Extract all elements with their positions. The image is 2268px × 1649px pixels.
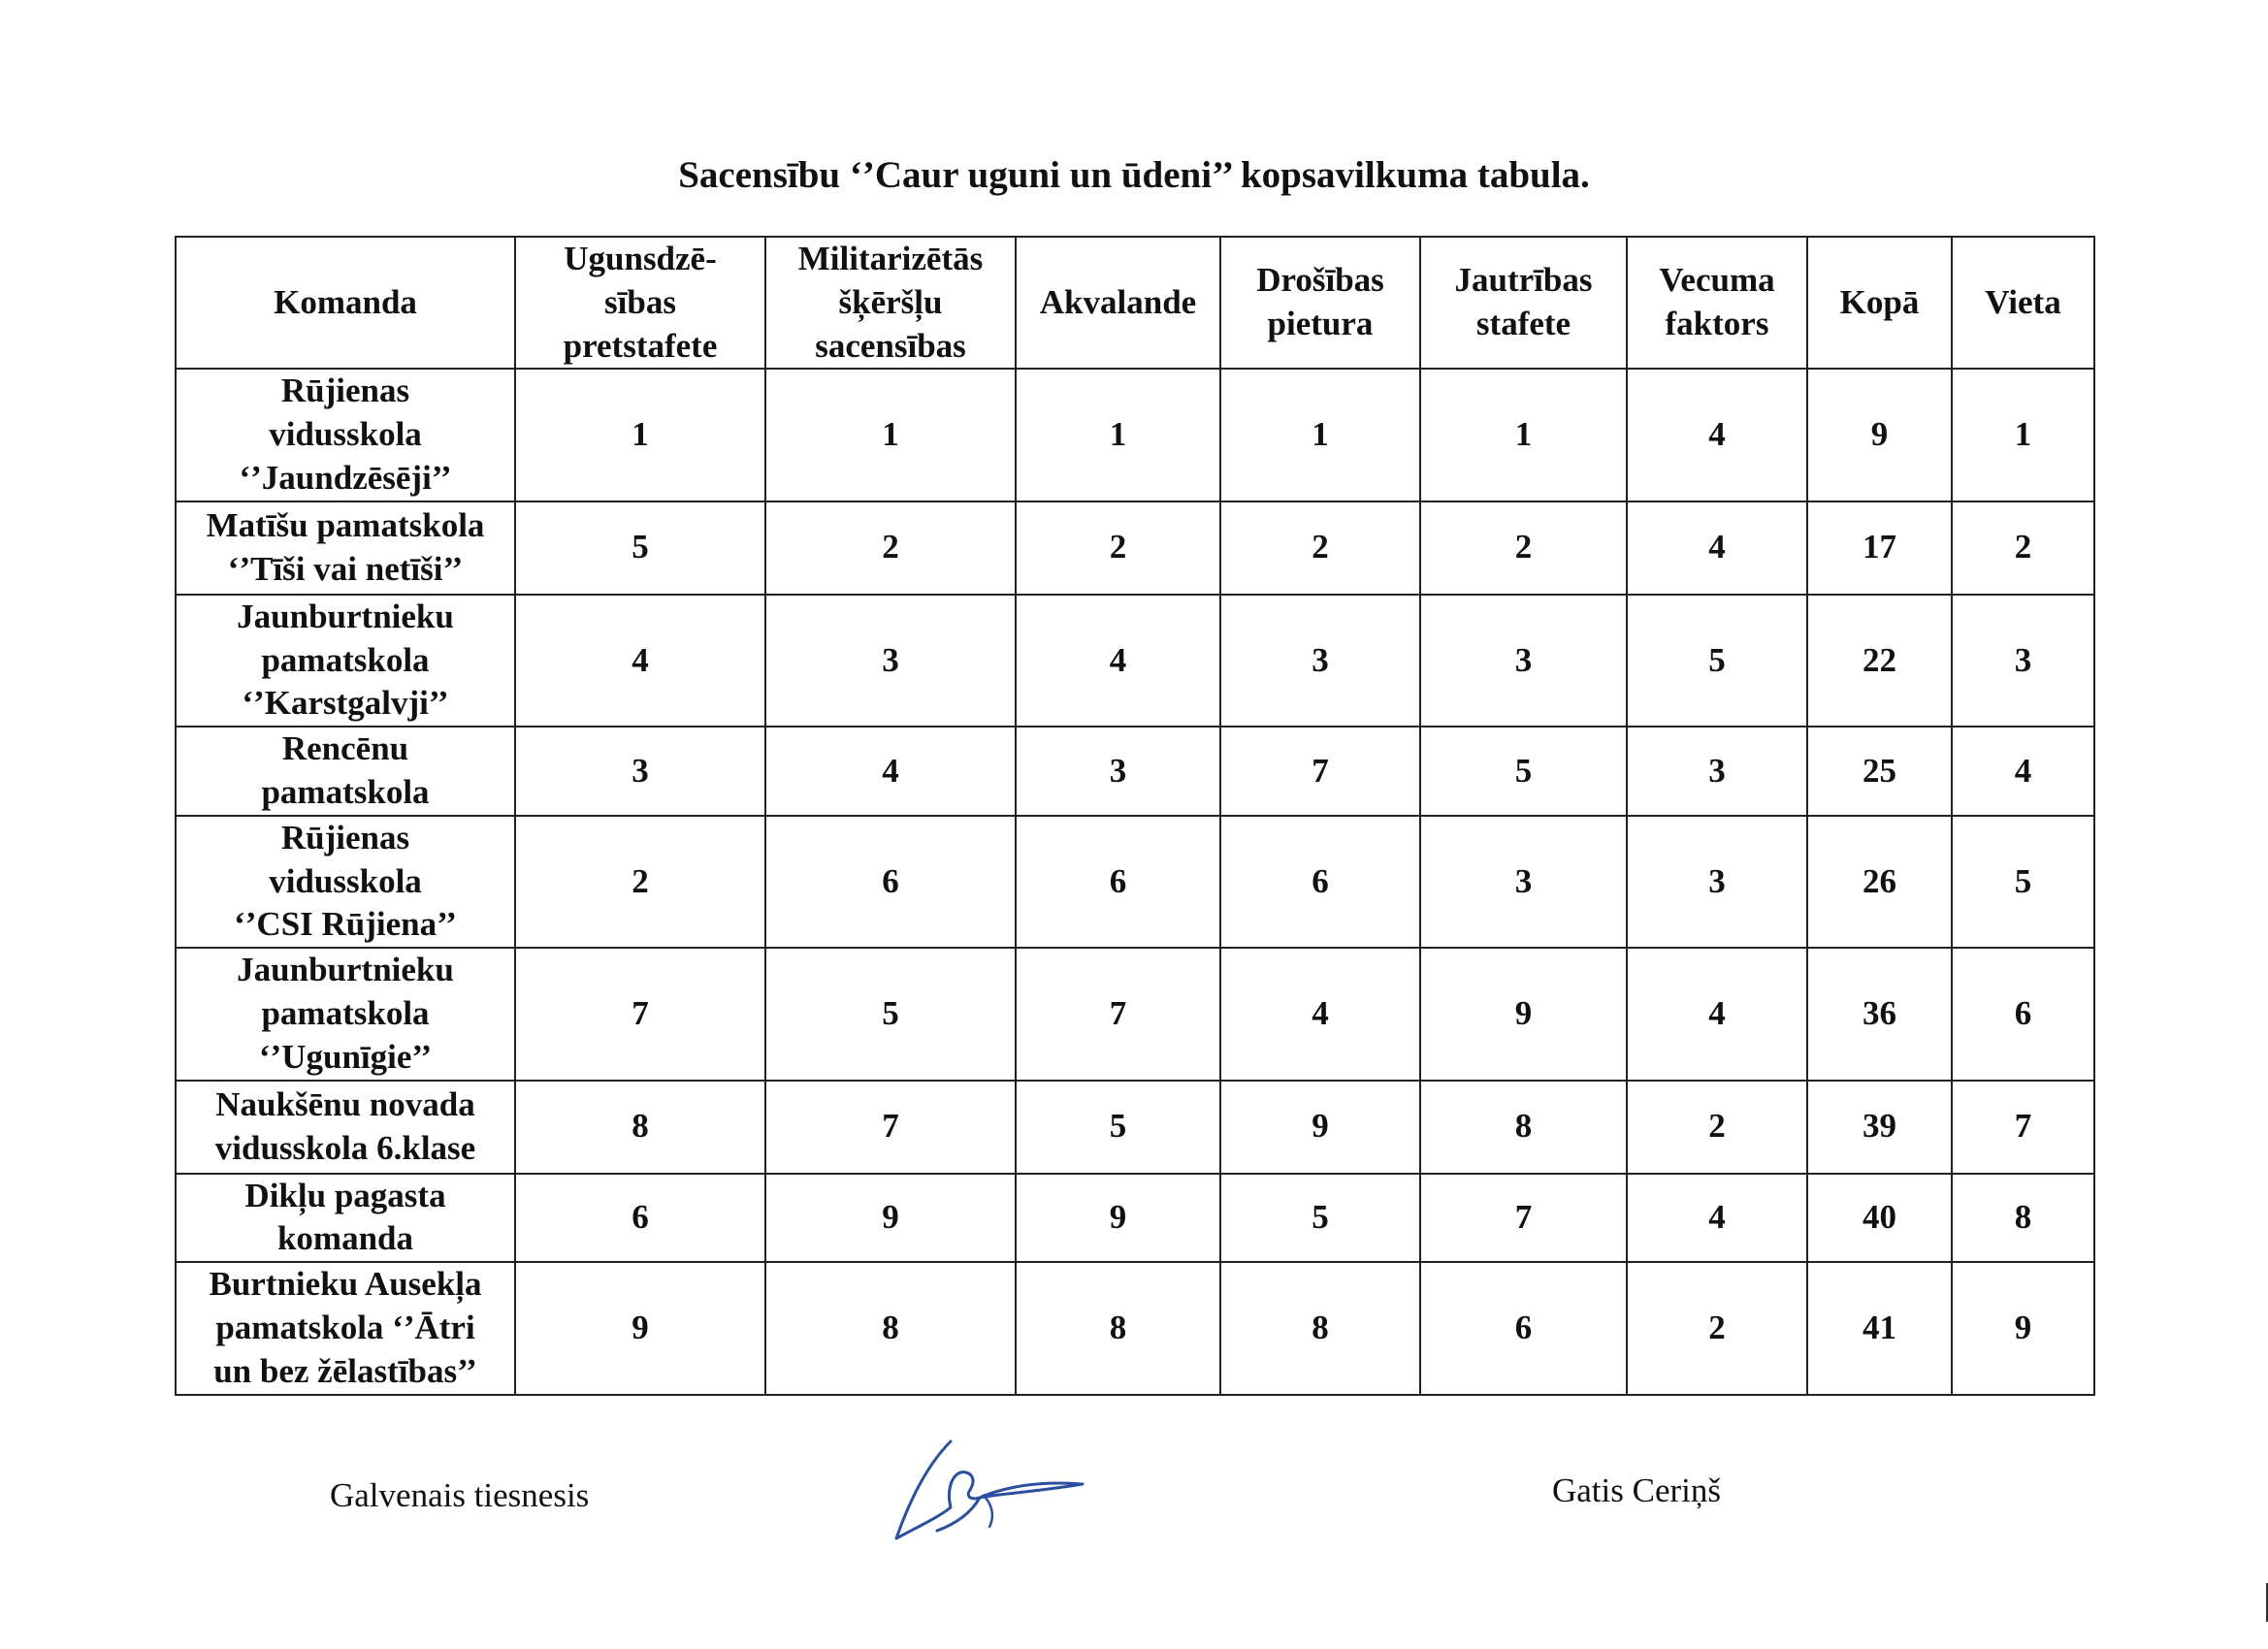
score-cell: 4 (1220, 948, 1420, 1080)
column-header-label: Jautrības stafete (1454, 261, 1593, 343)
score-cell: 8 (1420, 1081, 1627, 1174)
summary-table (175, 236, 2095, 1396)
chief-judge-label: Galvenais tiesnesis (330, 1476, 590, 1514)
team-name-cell: Burtnieku Ausekļa pamatskola ‘’Ātri un bez žēlastības’’ (176, 1262, 515, 1394)
score-cell: 6 (1220, 816, 1420, 948)
place-cell: 8 (1952, 1174, 2094, 1263)
column-header-age-factor (1627, 237, 1807, 369)
place-cell: 5 (1952, 816, 2094, 948)
score-cell: 6 (765, 816, 1016, 948)
column-header-label: Komanda (274, 282, 417, 321)
score-cell: 1 (1220, 369, 1420, 501)
score-cell: 2 (1627, 1262, 1807, 1394)
score-cell: 3 (1627, 816, 1807, 948)
header-row (176, 237, 2094, 369)
score-cell: 4 (765, 727, 1016, 816)
column-header-obstacle-course (765, 237, 1016, 369)
score-cell: 5 (765, 948, 1016, 1080)
table-row (176, 1174, 2094, 1263)
table-row (176, 595, 2094, 727)
score-cell: 9 (1220, 1081, 1420, 1174)
column-header-total (1807, 237, 1952, 369)
score-cell: 1 (515, 369, 765, 501)
table-row (176, 1262, 2094, 1394)
column-header-safety-stop (1220, 237, 1420, 369)
score-cell: 8 (765, 1262, 1016, 1394)
table-row (176, 948, 2094, 1080)
column-header-fire-relay (515, 237, 765, 369)
column-header-place (1952, 237, 2094, 369)
score-cell: 7 (1220, 727, 1420, 816)
score-cell: 8 (1220, 1262, 1420, 1394)
judge-signature (891, 1434, 1094, 1546)
table-row (176, 727, 2094, 816)
score-cell: 7 (515, 948, 765, 1080)
score-cell: 8 (515, 1081, 765, 1174)
chief-judge-name: Gatis Ceriņš (1552, 1471, 1722, 1509)
team-name-cell: Naukšēnu novada vidusskola 6.klase (176, 1081, 515, 1174)
team-name-cell: Rencēnu pamatskola (176, 727, 515, 816)
team-name-cell: Jaunburtnieku pamatskola ‘’Ugunīgie’’ (176, 948, 515, 1080)
column-header-label: Drošības pietura (1256, 261, 1384, 343)
team-name-cell: Rūjienas vidusskola ‘’Jaundzēsēji’’ (176, 369, 515, 501)
score-cell: 3 (765, 595, 1016, 727)
place-cell: 6 (1952, 948, 2094, 1080)
score-cell: 7 (1420, 1174, 1627, 1263)
score-cell: 7 (765, 1081, 1016, 1174)
column-header-label: Vecuma faktors (1659, 261, 1775, 343)
column-header-label: Militarizētās šķēršļu sacensības (797, 240, 984, 365)
score-cell: 6 (1420, 1262, 1627, 1394)
place-cell: 4 (1952, 727, 2094, 816)
total-cell: 26 (1807, 816, 1952, 948)
score-cell: 1 (1420, 369, 1627, 501)
score-cell: 4 (1627, 501, 1807, 595)
place-cell: 1 (1952, 369, 2094, 501)
score-cell: 7 (1016, 948, 1220, 1080)
score-cell: 5 (515, 501, 765, 595)
score-cell: 4 (1016, 595, 1220, 727)
score-cell: 2 (1016, 501, 1220, 595)
total-cell: 25 (1807, 727, 1952, 816)
score-cell: 3 (515, 727, 765, 816)
score-cell: 3 (1420, 595, 1627, 727)
score-cell: 5 (1420, 727, 1627, 816)
total-cell: 17 (1807, 501, 1952, 595)
table-row (176, 1081, 2094, 1174)
score-cell: 4 (1627, 948, 1807, 1080)
score-cell: 3 (1016, 727, 1220, 816)
team-name-cell: Dikļu pagasta komanda (176, 1174, 515, 1263)
page-title: Sacensību ‘’Caur uguni un ūdeni’’ kopsavilkuma tabula. (678, 154, 1590, 196)
column-header-label: Ugunsdzē- sības pretstafete (563, 240, 718, 365)
score-cell: 5 (1016, 1081, 1220, 1174)
score-cell: 5 (1220, 1174, 1420, 1263)
score-cell: 4 (1627, 369, 1807, 501)
score-cell: 6 (1016, 816, 1220, 948)
score-cell: 2 (765, 501, 1016, 595)
score-cell: 8 (1016, 1262, 1220, 1394)
team-name-cell: Rūjienas vidusskola ‘’CSI Rūjiena’’ (176, 816, 515, 948)
column-header-label: Akvalande (1039, 282, 1197, 321)
score-cell: 9 (515, 1262, 765, 1394)
score-cell: 6 (515, 1174, 765, 1263)
table-row (176, 369, 2094, 501)
team-name-cell: Matīšu pamatskola ‘’Tīši vai netīši’’ (176, 501, 515, 595)
place-cell: 7 (1952, 1081, 2094, 1174)
score-cell: 9 (1016, 1174, 1220, 1263)
total-cell: 36 (1807, 948, 1952, 1080)
place-cell: 3 (1952, 595, 2094, 727)
score-cell: 1 (765, 369, 1016, 501)
column-header-fun-relay (1420, 237, 1627, 369)
table-row (176, 816, 2094, 948)
total-cell: 39 (1807, 1081, 1952, 1174)
score-cell: 4 (515, 595, 765, 727)
score-cell: 3 (1220, 595, 1420, 727)
score-cell: 2 (1420, 501, 1627, 595)
score-cell: 9 (1420, 948, 1627, 1080)
score-cell: 3 (1627, 727, 1807, 816)
total-cell: 40 (1807, 1174, 1952, 1263)
score-cell: 2 (1627, 1081, 1807, 1174)
table-row (176, 501, 2094, 595)
score-cell: 9 (765, 1174, 1016, 1263)
total-cell: 41 (1807, 1262, 1952, 1394)
total-cell: 9 (1807, 369, 1952, 501)
column-header-label: Vieta (1985, 282, 2061, 321)
score-cell: 3 (1420, 816, 1627, 948)
column-header-label: Kopā (1839, 282, 1920, 321)
score-cell: 1 (1016, 369, 1220, 501)
score-cell: 5 (1627, 595, 1807, 727)
team-name-cell: Jaunburtnieku pamatskola ‘’Karstgalvji’’ (176, 595, 515, 727)
score-cell: 4 (1627, 1174, 1807, 1263)
column-header-aqualung (1016, 237, 1220, 369)
score-cell: 2 (515, 816, 765, 948)
total-cell: 22 (1807, 595, 1952, 727)
place-cell: 2 (1952, 501, 2094, 595)
place-cell: 9 (1952, 1262, 2094, 1394)
score-cell: 2 (1220, 501, 1420, 595)
column-header-team (176, 237, 515, 369)
